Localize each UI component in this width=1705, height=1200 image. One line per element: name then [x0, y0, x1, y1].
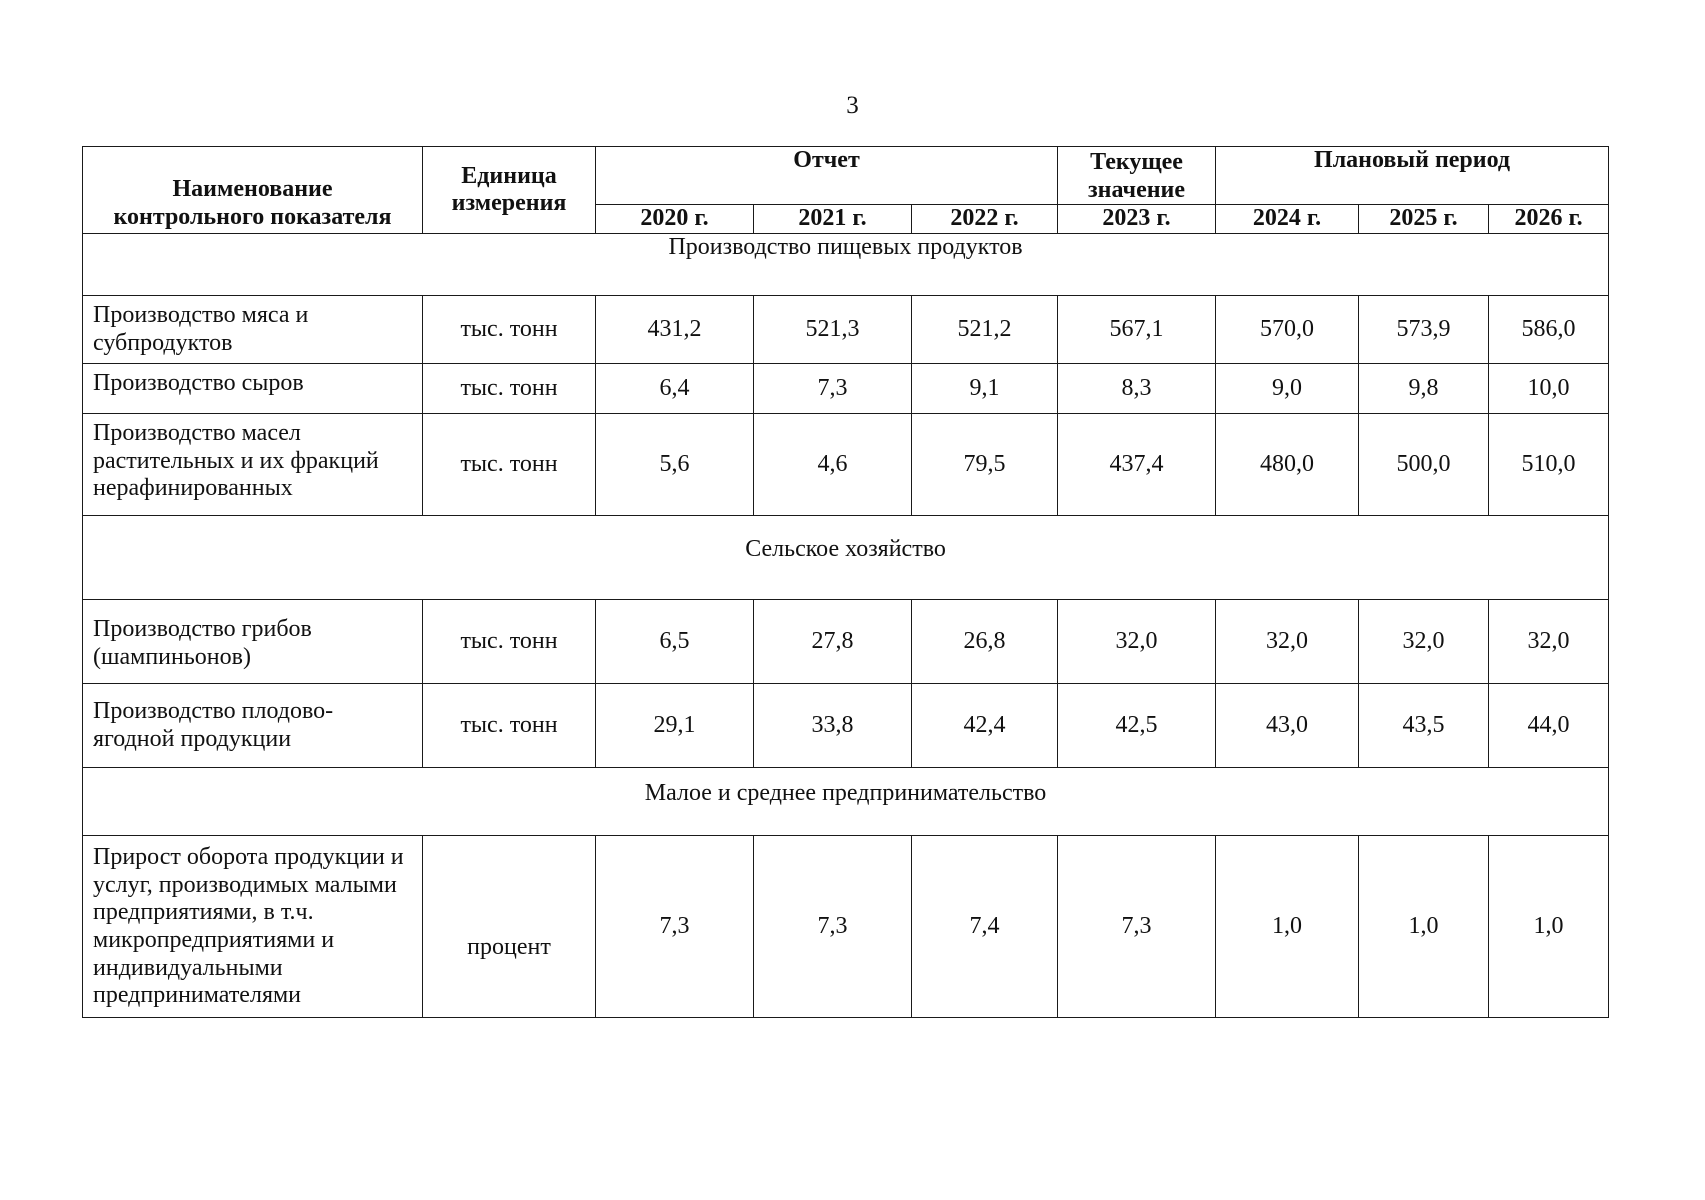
value-cell: 42,4 — [912, 684, 1058, 768]
section-title: Производство пищевых продуктов — [83, 234, 1609, 296]
header-unit: Единица измерения — [423, 147, 596, 234]
table-row — [83, 836, 1609, 1018]
year-2023: 2023 г. — [1058, 205, 1216, 234]
indicator-name: Прирост оборота продукции и услуг, производимых малыми предприятиями, в т.ч. микропредприятиями и индивидуальными предпринимателями — [83, 836, 423, 1018]
value-cell: 42,5 — [1058, 684, 1216, 768]
value-cell: 1,0 — [1216, 836, 1359, 1018]
indicator-name: Производство плодово-ягодной продукции — [83, 684, 423, 768]
section-title: Сельское хозяйство — [83, 516, 1609, 600]
value-cell: 510,0 — [1489, 414, 1609, 516]
table-row — [83, 296, 1609, 364]
value-cell: 480,0 — [1216, 414, 1359, 516]
value-cell: 570,0 — [1216, 296, 1359, 364]
value-cell: 43,0 — [1216, 684, 1359, 768]
year-2026: 2026 г. — [1489, 205, 1609, 234]
value-cell: 7,3 — [754, 364, 912, 414]
value-cell: 32,0 — [1058, 600, 1216, 684]
indicator-unit: тыс. тонн — [423, 684, 596, 768]
value-cell: 7,3 — [596, 836, 754, 1018]
year-2025: 2025 г. — [1359, 205, 1489, 234]
indicator-unit: тыс. тонн — [423, 414, 596, 516]
value-cell: 567,1 — [1058, 296, 1216, 364]
value-cell: 26,8 — [912, 600, 1058, 684]
value-cell: 6,4 — [596, 364, 754, 414]
header-report: Отчет — [596, 147, 1058, 205]
indicators-table — [82, 146, 1609, 1018]
value-cell: 1,0 — [1489, 836, 1609, 1018]
table-row — [83, 684, 1609, 768]
header-name: Наименование контрольного показателя — [83, 147, 423, 234]
value-cell: 4,6 — [754, 414, 912, 516]
value-cell: 27,8 — [754, 600, 912, 684]
value-cell: 29,1 — [596, 684, 754, 768]
page-number: 3 — [846, 92, 859, 119]
year-2024: 2024 г. — [1216, 205, 1359, 234]
header-current: Текущее значение — [1058, 147, 1216, 205]
indicator-name: Производство мяса и субпродуктов — [83, 296, 423, 364]
value-cell: 9,8 — [1359, 364, 1489, 414]
value-cell: 8,3 — [1058, 364, 1216, 414]
year-2021: 2021 г. — [754, 205, 912, 234]
indicator-unit: тыс. тонн — [423, 296, 596, 364]
value-cell: 32,0 — [1359, 600, 1489, 684]
value-cell: 32,0 — [1216, 600, 1359, 684]
value-cell: 79,5 — [912, 414, 1058, 516]
table-row — [83, 414, 1609, 516]
indicator-unit: тыс. тонн — [423, 600, 596, 684]
year-2020: 2020 г. — [596, 205, 754, 234]
value-cell: 7,3 — [1058, 836, 1216, 1018]
value-cell: 521,3 — [754, 296, 912, 364]
value-cell: 1,0 — [1359, 836, 1489, 1018]
value-cell: 43,5 — [1359, 684, 1489, 768]
table-row — [83, 364, 1609, 414]
value-cell: 33,8 — [754, 684, 912, 768]
value-cell: 7,4 — [912, 836, 1058, 1018]
header-plan: Плановый период — [1216, 147, 1609, 205]
value-cell: 437,4 — [1058, 414, 1216, 516]
value-cell: 9,1 — [912, 364, 1058, 414]
value-cell: 573,9 — [1359, 296, 1489, 364]
section-title: Малое и среднее предпринимательство — [83, 768, 1609, 836]
value-cell: 431,2 — [596, 296, 754, 364]
indicator-name: Производство сыров — [83, 364, 423, 414]
value-cell: 586,0 — [1489, 296, 1609, 364]
value-cell: 500,0 — [1359, 414, 1489, 516]
indicator-unit: тыс. тонн — [423, 364, 596, 414]
value-cell: 32,0 — [1489, 600, 1609, 684]
value-cell: 6,5 — [596, 600, 754, 684]
year-2022: 2022 г. — [912, 205, 1058, 234]
value-cell: 44,0 — [1489, 684, 1609, 768]
indicator-unit: процент — [423, 836, 596, 1018]
value-cell: 5,6 — [596, 414, 754, 516]
value-cell: 7,3 — [754, 836, 912, 1018]
value-cell: 521,2 — [912, 296, 1058, 364]
table-row — [83, 600, 1609, 684]
indicator-name: Производство грибов (шампиньонов) — [83, 600, 423, 684]
value-cell: 10,0 — [1489, 364, 1609, 414]
value-cell: 9,0 — [1216, 364, 1359, 414]
indicator-name: Производство масел растительных и их фракций нерафинированных — [83, 414, 423, 516]
